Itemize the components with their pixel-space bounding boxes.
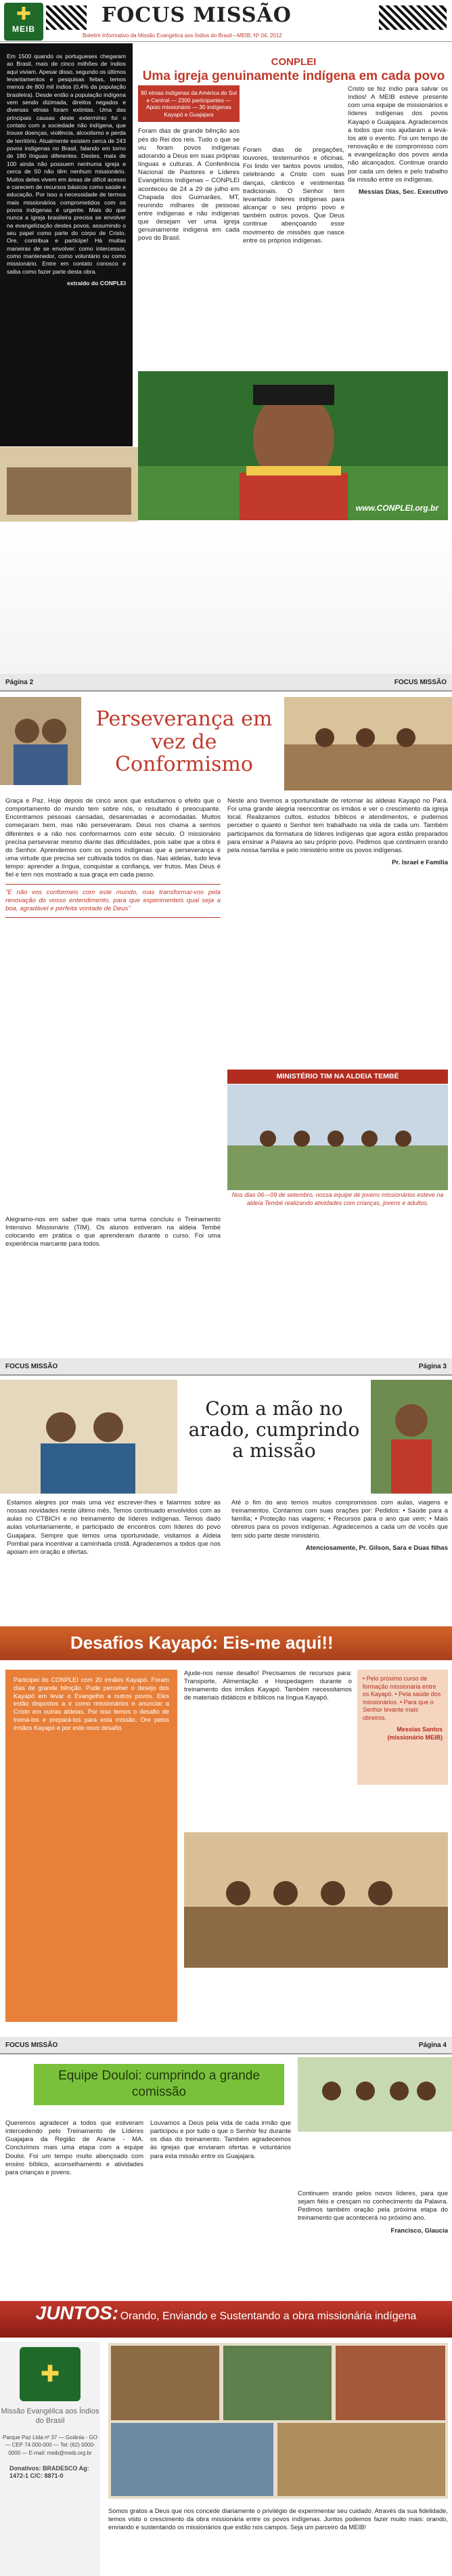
sidebar-signature: extraído do CONPLEI: [67, 279, 126, 287]
logo-text: MEIB: [12, 24, 35, 34]
article-left-column: [5, 797, 221, 1082]
kayapo-testimony-box: [5, 1670, 177, 2022]
conplei-heading: [138, 56, 449, 85]
right-column-text: Neste ano tivemos a oportunidade de retornar às aldeias Kayapó no Pará. Foi uma grande alegria reencontrar os irmãos e ver o crescimento da igreja local. Realizamos cultos, estudos bíblicos e atendimentos, e pudemos perceber o quanto o Senhor tem trabalhado na vida de cada um. Também participamos da formatura de líderes indígenas que agora estão preparados para ensinar a Palavra ao seu próprio povo. Pedimos que continuem orando pela nossa família e pelo ministério entre os povos indígenas.: [227, 797, 448, 854]
column-b-text: Foram dias de pregações, louvores, testemunhos e oficinas. Foi lindo ver tantos povos unidos, celebrando a Cristo com suas danças, cânticos e vestimentas tradicionais. O Senhor tem levantado líderes indígenas para alcançar o seu próprio povo e também outros povos. Que Deus continue abençoando esse movimento de missões que nasce entre os próprios indígenas.: [243, 146, 344, 245]
conplei-column-a: [138, 85, 240, 247]
donation-info: Donativos: BRADESCO Ag: 1472-1 C/C: 8871-0: [9, 2464, 89, 2480]
tim-caption: Nos dias 06—09 de setembro, nossa equipe de jovens missionários esteve na aldeia Tembé realizando atividades com crianças, jovens e adultos.: [231, 1191, 444, 1206]
meib-logo-icon: ✚: [20, 2347, 81, 2401]
douloi-column-c: [298, 2190, 448, 2235]
column-b-signature: Atenciosamente, Pr. Gilson, Sara e Duas filhas: [305, 1544, 448, 1552]
group-photo: [284, 697, 452, 790]
missionary-family-photo: [0, 1380, 177, 1494]
juntos-banner: [0, 2301, 452, 2338]
page-2: [0, 674, 452, 1358]
douloi-team-photo: [298, 2057, 452, 2132]
page-2-header: [0, 674, 452, 692]
column-c-text: Cristo se fez índio para salvar os índios! A MEIB esteve presente com uma equipe de missionários e líderes indígenas dos povos Kayapó e Guajajara. Agradecemos a todos que nos ajudaram a levá-los até o evento. Foi um tempo de renovação e de compromisso com a evangelização dos povos ainda não alcançados. Continue orando por cada um deles e pelo trabalho da missão entre os indígenas.: [348, 85, 448, 184]
column-b-text: Até o fim do ano temos muitos compromissos com aulas, viagens e treinamentos. Contamos com suas orações por: Pedidos: • Saúde para a família; • Proteção nas viagens; • Recursos para o ano que vem; • Mais obreiros para os povos indígenas. Agradecemos a cada um de vocês que tem sido parte deste ministério.: [231, 1499, 448, 1540]
indigenous-man-photo: [138, 371, 448, 520]
page-number: Página 3: [418, 1363, 447, 1370]
prayer-box-signature: Messias Santos (missionário MEIB): [387, 1726, 443, 1741]
page-number: Página 2: [5, 679, 34, 686]
tim-photo: [227, 1084, 448, 1190]
page-4: [0, 2037, 452, 2576]
meib-logo: [4, 3, 43, 41]
douloi-column-b: [150, 2119, 291, 2165]
page-4-header: [0, 2037, 452, 2054]
conplei-photo: [138, 371, 448, 520]
testimony-text: Participei do CONPLEI com 20 irmãos Kayapó. Foram dias de grande bênção. Pude perceber o desejo dos Kayapó em levar o Evangelho a outros povos. Eles estão dispostos a ir como missionários e anunciar a Cristo em outras aldeias. Por isso temos o desafio de treiná-los e prepará-los para esta missão. Ore pelos irmãos Kayapó e por este novo desafio.: [14, 1676, 169, 1731]
article-column-b: [231, 1499, 448, 1553]
kayapo-middle-column: [184, 1670, 352, 1707]
tribal-pattern-left: [46, 5, 87, 30]
indigenous-child-photo: [371, 1380, 452, 1494]
section-label: FOCUS MISSÃO: [394, 679, 447, 686]
douloi-text-c: Continuem orando pelos novos líderes, para que sejam fiéis e cresçam no conhecimento da Palavra. Pedimos também oração pela próxima etapa do treinamento que acontecerá no próximo ano.: [298, 2190, 448, 2222]
section-label: FOCUS MISSÃO: [5, 1363, 58, 1370]
cross-icon: ✚: [16, 3, 31, 24]
juntos-body-text: Somos gratos a Deus que nos concede diariamente o privilégio de experimentar seu cuidado. Através da sua fidelidade, temos visto o crescimento da obra missionária entre os povos indígenas. Juntos podemos fazer muito mais: orando, enviando e sustentando os missionários que estão nos campos. Seja um parceiro da MEIB!: [108, 2507, 448, 2531]
article-column-a: [7, 1499, 221, 1561]
newsletter-title: FOCUS MISSÃO: [101, 3, 292, 27]
contact-sidebar: [0, 2342, 100, 2576]
tim-section-heading: MINISTÉRIO TIM NA ALDEIA TEMBÉ: [227, 1070, 448, 1084]
douloi-text-a: Queremos agradecer a todos que estiveram intercedendo pelo Treinamento de Líderes Guajajara da Região de Arame - MA. Concluímos mais uma etapa com a equipe Douloi. Foi um tempo muito abençoado com ensino bíblico, aconselhamento e atividades para crianças e jovens.: [5, 2119, 143, 2176]
juntos-photo-collage: [108, 2343, 448, 2499]
conplei-highlights-box: 80 etnias indígenas da América do Sul e Central — 2300 participantes — Apoio missionário — 30 indígenas Kayapó e Guajajara: [138, 85, 240, 122]
page-1-footer-space: [0, 522, 452, 674]
newsletter-subtitle: Boletim Informativo da Missão Evangélica aos Índios do Brasil—MEIB, Nº 04, 2012: [83, 33, 282, 39]
mission-name: Missão Evangélica aos Índios do Brasil: [1, 2407, 99, 2426]
masthead: [0, 0, 452, 42]
family-photo: [0, 697, 81, 785]
kayapo-middle-text: Ajude-nos nesse desafio! Precisamos de recursos para: Transporte, Alimentação e Hospedagem durante o treinamento dos irmãos Kayapó. Também necessitamos de materiais didáticos e bíblicos na língua Kayapó.: [184, 1670, 352, 1702]
juntos-text: [108, 2507, 448, 2535]
conplei-column-b: [243, 146, 344, 249]
sidebar-photo: [0, 447, 138, 522]
douloi-title: Equipe Douloi: cumprindo a grande comissão: [34, 2064, 284, 2105]
intro-sidebar: [0, 43, 133, 446]
photo-url-caption: www.CONPLEI.org.br: [355, 503, 438, 513]
kayapo-group-photo: [184, 1832, 448, 1968]
sidebar-text: Em 1500 quando os portugueses chegaram ao Brasil, mais de cinco milhões de índios aqui viviam. Apesar disso, segundo os últimos levantamentos e pesquisas feitas, temos menos de 800 mil índios (0,4% da população brasileira). Desde então a população indígena vem sendo dizimada, direitos negados e diversas etnias foram extintas. Uma das principais causas deste extermínio foi o contato com a sociedade não indígena, que trouxe doenças, violência, alcoolismo e perda de território. Atualmente existem cerca de 243 povos indígenas no Brasil, falando em torno de 180 línguas diferentes. Destes, mais de 100 ainda não possuem nenhuma igreja e cerca de 50 não têm nenhum missionário. Muitos deles vivem em áreas de difícil acesso e carecem de recursos básicos como saúde e educação. Por isso a necessidade de termos mais missionários comprometidos com os povos indígenas é urgente. Mais do que nunca a igreja brasileira precisa se envolver na evangelização destes povos, assumindo o seu papel como parte do corpo de Cristo. Ore, contribua e participe! Há muitas maneiras de se envolver: como intercessor, como mantenedor, como voluntário ou como missionário. Entre em contato conosco e saiba como fazer parte desta obra.: [7, 53, 126, 275]
douloi-signature: Francisco, Glaucia: [390, 2226, 448, 2235]
section-label: FOCUS MISSÃO: [5, 2042, 58, 2049]
article-title: Perseverança em vez de Conformismo: [95, 707, 273, 777]
column-c-signature: Messias Dias, Sec. Executivo: [358, 188, 448, 196]
tribal-pattern-right: [379, 5, 447, 30]
article-bottom-text: [5, 1216, 221, 1253]
article-right-column: [227, 797, 448, 1055]
bottom-text: Alegramo-nos em saber que mais uma turma concluiu o Treinamento Intensivo Missionário (TIM). Os alunos estiveram na aldeia Tembé colocando em prática o que aprenderam durante o curso. Foi uma experiência marcante para todos.: [5, 1216, 221, 1248]
bible-quote: "E não vos conformeis com este mundo, mas transformai-vos pela renovação do vosso entendimento, para que experimenteis qual seja a boa, agradável e perfeita vontade de Deus": [5, 884, 221, 919]
prayer-requests-box: [357, 1670, 448, 1785]
page-1: [0, 0, 452, 674]
page-3-header: [0, 1358, 452, 1376]
douloi-text-b: Louvamos a Deus pela vida de cada irmão que participou e por tudo o que o Senhor fez durante os dias do treinamento. Também agradecemos às igrejas que enviaram ofertas e voluntários para esta missão entre os Guajajara.: [150, 2119, 291, 2160]
juntos-subtitle: Orando, Enviando e Sustentando a obra missionária indígena: [120, 2310, 417, 2322]
juntos-title: JUNTOS:: [35, 2302, 119, 2323]
page-number: Página 4: [418, 2042, 447, 2049]
contact-address: Parque Paz Ltda nº 37 — Goiânia - GO — CEP 74 000-000 — Tel: (62) 0000-0000 — E-mail: meib@meib.org.br: [3, 2434, 97, 2456]
kayapo-banner: [0, 1626, 452, 1660]
column-a-text: Estamos alegres por mais uma vez escrever-lhes e falarmos sobre as nossas novidades neste último mês. Temos continuado envolvidos com as aulas no CTBICH e no treinamento de líderes indígenas. Temos dado aulas voluntariamente, e participado de encontros com líderes do povo Guajajara. Sempre que temos uma oportunidade, visitamos a Aldeia Pombal para incentivar a caminhada cristã. Agradecemos a todos que nos apoiam em oração e ofertas.: [7, 1499, 221, 1556]
page-3: [0, 1358, 452, 2037]
douloi-column-a: [5, 2119, 143, 2181]
conplei-subtitle: Uma igreja genuinamente indígena em cada povo: [142, 69, 445, 84]
kayapo-title: Desafios Kayapó: Eis-me aqui!!: [70, 1632, 334, 1653]
article-title: Com a mão no arado, cumprindo a missão: [188, 1397, 360, 1462]
conplei-title: CONPLEI: [271, 56, 317, 68]
conplei-column-c: [348, 85, 448, 196]
prayer-requests-text: • Pelo próximo curso de formação missionária entre os Kayapó. • Pela saúde dos missionários. • Para que o Senhor levante mais obreiros.: [363, 1675, 441, 1721]
column-a-text: Foram dias de grande bênção aos pés do Rei dos reis. Tudo o que se viu foram povos indígenas adorando a Deus em suas próprias línguas e culturas. A Conferência Nacional de Pastores e Líderes Evangélicos Indígenas – CONPLEI aconteceu de 24 a 29 de julho em Chapada dos Guimarães, MT, reunindo milhares de pessoas entre indígenas e não indígenas que desejam ver uma igreja genuinamente indígena em cada povo do Brasil.: [138, 127, 240, 242]
left-column-text: Graça e Paz. Hoje depois de cinco anos que estudamos o efeito que o comportamento do mundo tem sobre nós, o resultado é preocupante. Encontramos pessoas cansadas, desanimadas e acomodadas. Muitos começaram bem, mas não perseveraram. Deus nos chama a sermos diferentes e a não nos conformarmos com este século. O missionário precisa perseverar mesmo diante das dificuldades, pois sabe que a obra é do Senhor. Aprendemos com os povos indígenas que a perseverança é uma virtude que precisa ser cultivada todos os dias. Nas aldeias, tudo leva tempo: aprender a língua, conquistar a confiança, ver frutos. Mas Deus é fiel e tem nos mostrado a sua graça em cada passo.: [5, 797, 221, 879]
right-column-signature: Pr. Israel e Família: [392, 859, 448, 867]
